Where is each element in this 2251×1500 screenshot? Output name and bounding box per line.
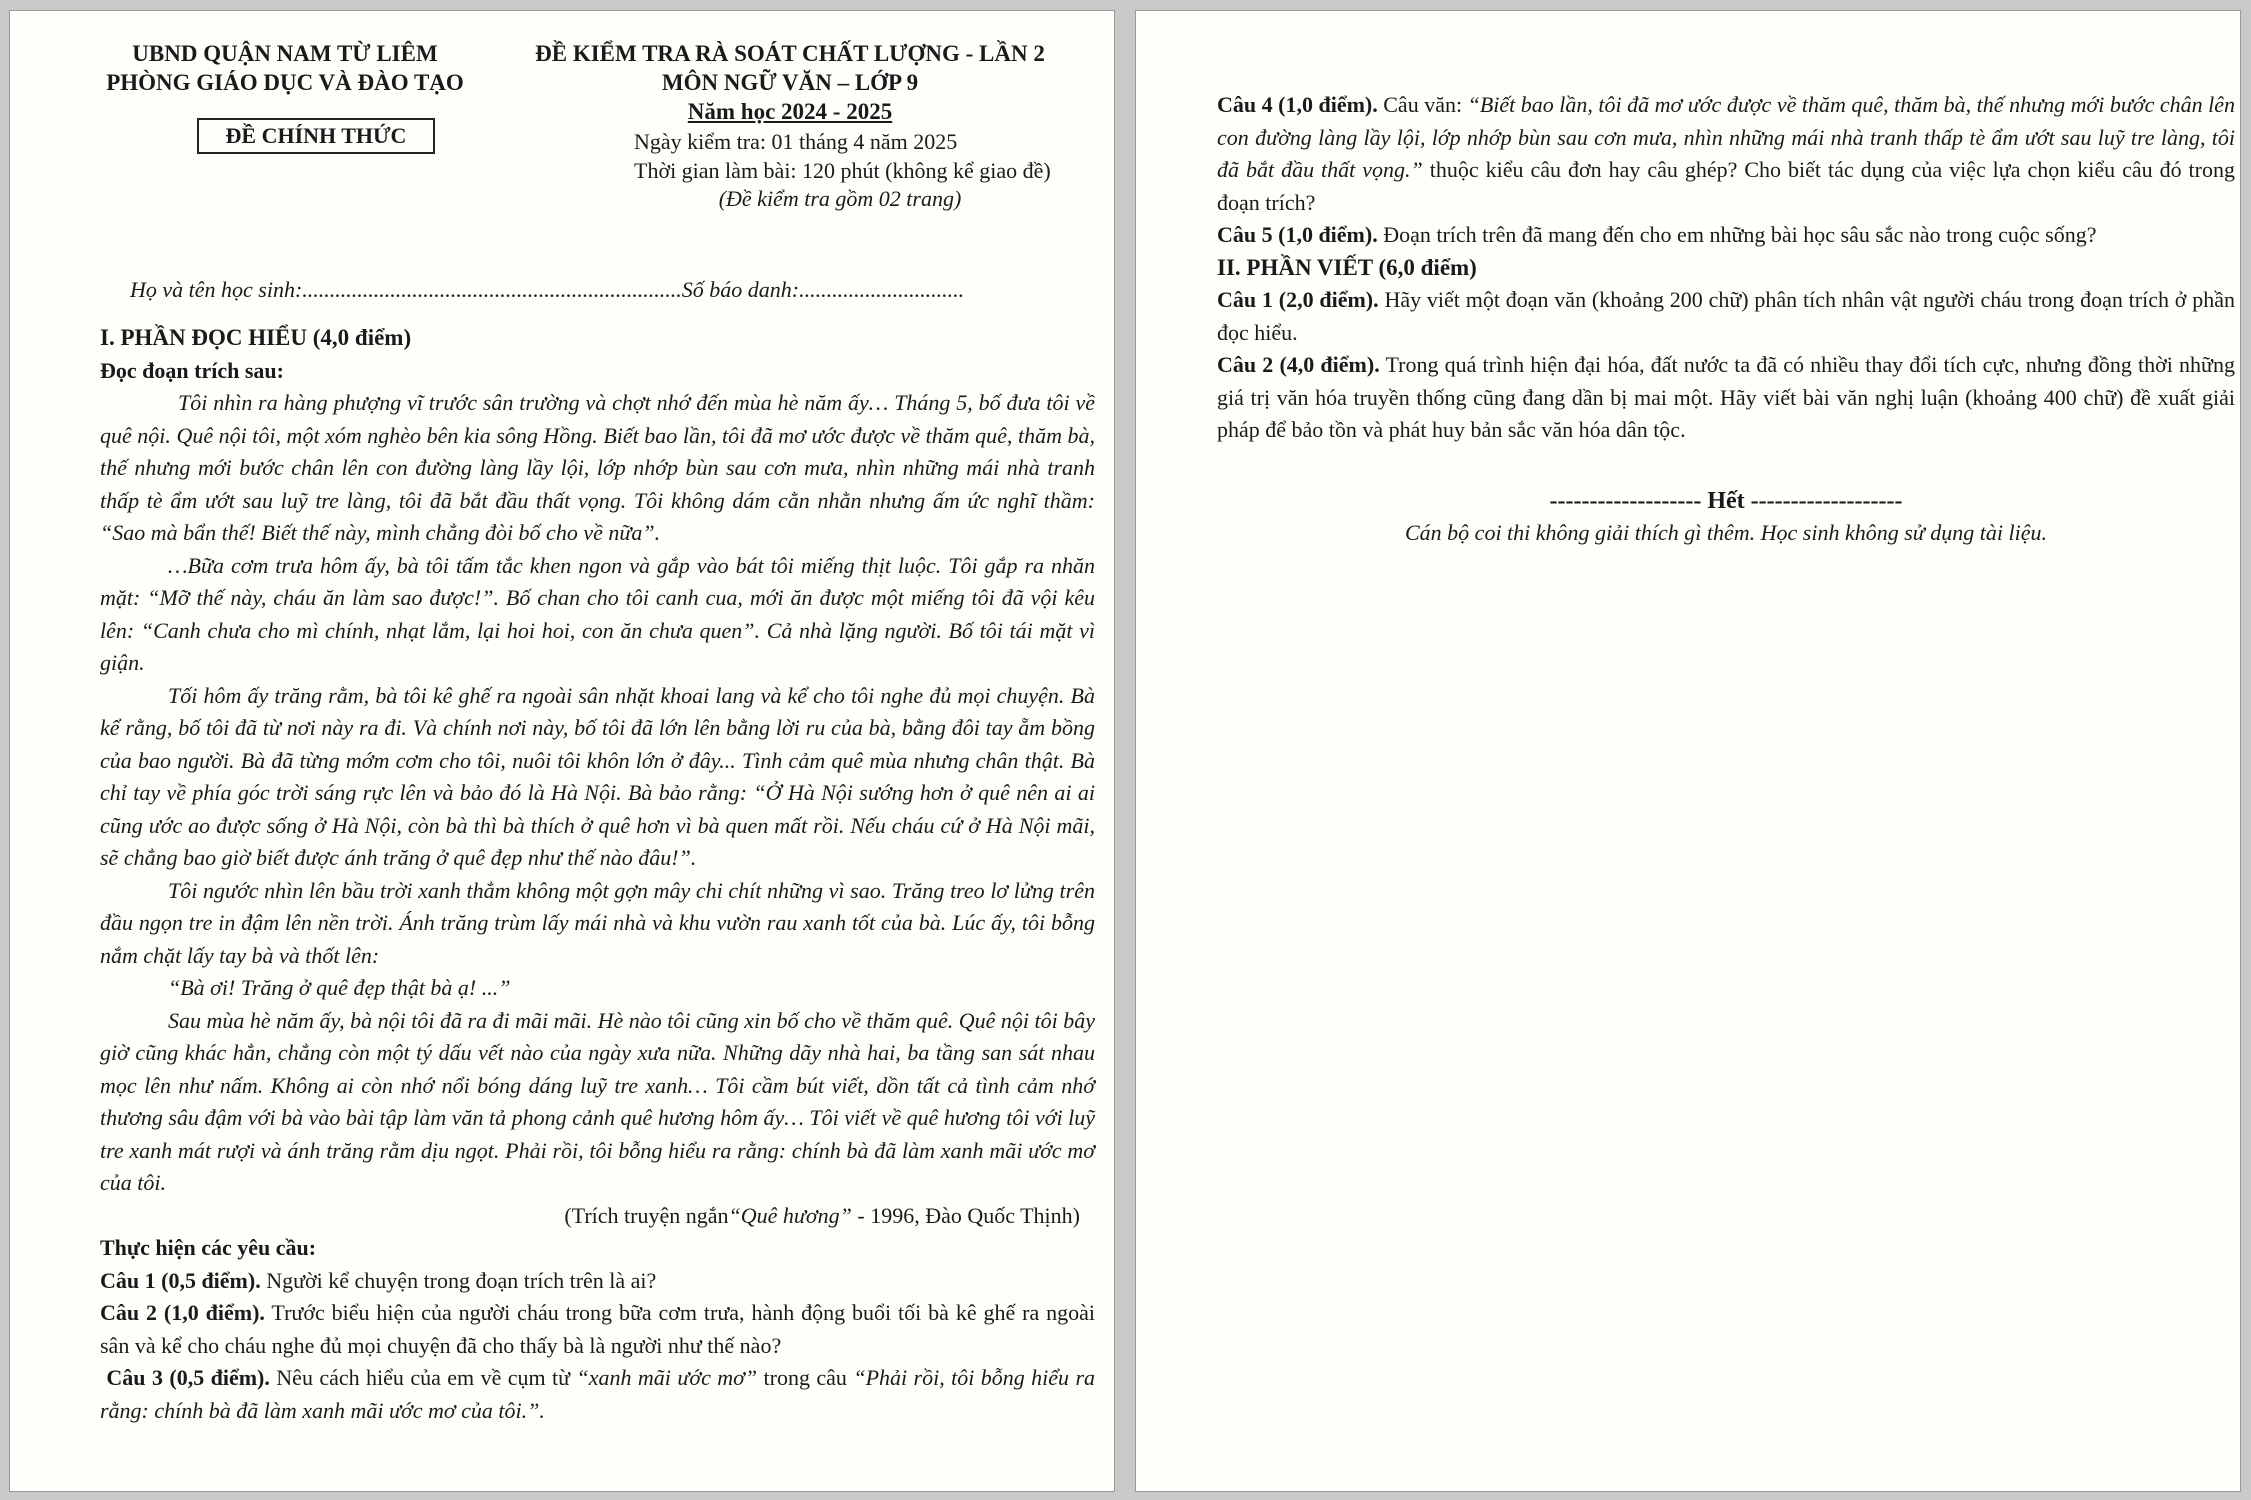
reading-question-3	[100, 1362, 1095, 1427]
question-label: Câu 2 (4,0 điểm).	[1217, 352, 1380, 377]
story-paragraph: Sau mùa hè năm ấy, bà nội tôi đã ra đi mãi mãi. Hè nào tôi cũng xin bố cho về thăm quê. Quê nội tôi bây giờ cũng khác hẳn, chẳng còn một tý dấu vết nào của ngày xưa nữa. Những dãy nhà hai, ba tầng san sát nhau mọc lên như nấm. Không ai còn nhớ nổi bóng dáng luỹ tre xanh… Tôi cầm bút viết, dồn tất cả tình cảm nhớ thương sâu đậm với bà vào bài tập làm văn tả phong cảnh quê hương hôm ấy… Tôi viết về quê hương tôi với luỹ tre xanh mát rượi và ánh trăng rằm dịu ngọt. Phải rồi, tôi bỗng hiểu ra rằng: chính bà đã làm xanh mãi ước mơ của tôi.	[100, 1007, 1095, 1195]
story-source	[100, 1200, 1095, 1233]
page-count-note: (Đề kiểm tra gồm 02 trang)	[718, 186, 962, 211]
org-line-1: UBND QUẬN NAM TỪ LIÊM	[132, 41, 438, 66]
question-text: Trước biểu hiện của người cháu trong bữa cơm trưa, hành động buổi tối bà kê ghế ra ngoài sân và kể cho cháu nghe đủ mọi chuyện đã cho thấy bà là người như thế nào?	[100, 1300, 1096, 1358]
story-excerpt	[100, 387, 1095, 1200]
question-text: Đoạn trích trên đã mang đến cho em những bài học sâu sắc nào trong cuộc sống?	[1377, 222, 2097, 247]
source-title: “Quê hương”	[728, 1202, 852, 1228]
reading-section	[100, 322, 1095, 1427]
question-label: Câu 2 (1,0 điểm).	[100, 1300, 265, 1325]
end-marker: ------------------- Hết -------------------	[1549, 487, 1903, 514]
story-paragraph: Tôi nhìn ra hàng phượng vĩ trước sân trường và chợt nhớ đến mùa hè năm ấy… Tháng 5, bố đưa tôi về quê nội. Quê nội tôi, một xóm nghèo bên kia sông Hồng. Biết bao lần, tôi đã mơ ước được về thăm quê, thăm bà, thế nhưng mới bước chân lên con đường làng lầy lội, lớp nhớp bùn sau cơn mưa, nhìn những mái nhà tranh thấp tè ẩm ướt sau luỹ tre làng, tôi đã bắt đầu thất vọng. Tôi không dám cằn nhằn nhưng ấm ức nghĩ thầm: “Sao mà bẩn thế! Biết thế này, mình chẳng đòi bố cho về nữa”.	[100, 390, 1095, 545]
question-label: Câu 3 (0,5 điểm).	[106, 1365, 270, 1390]
question-text: thuộc kiểu câu đơn hay câu ghép? Cho biết tác dụng của việc lựa chọn kiểu câu đó trong đoạn trích?	[1217, 157, 2235, 215]
question-text: Hãy viết một đoạn văn (khoảng 200 chữ) phân tích nhân vật người cháu trong đoạn trích ở phần đọc hiểu.	[1217, 287, 2235, 345]
question-text: Trong quá trình hiện đại hóa, đất nước ta đã có nhiều thay đổi tích cực, nhưng đồng thời những giá trị văn hóa truyền thống cũng đang dần bị mai một. Hãy viết bài văn nghị luận (khoảng 400 chữ) đề xuất giải pháp để bảo tồn và phát huy bản sắc văn hóa dân tộc.	[1217, 352, 2235, 442]
source-prefix: (Trích truyện ngắn	[564, 1202, 729, 1228]
question-text: trong câu	[757, 1365, 854, 1390]
quoted-sentence: “Biết bao lần, tôi đã mơ ước được về thăm quê, thăm bà, thế nhưng mới bước chân lên con đường làng lầy lội, lớp nhớp bùn sau cơn mưa, nhìn những mái nhà tranh thấp tè ẩm ướt sau luỹ tre làng, tôi đã bắt đầu thất vọng.”	[1217, 92, 2235, 182]
exam-title-block	[510, 39, 1070, 97]
writing-section-title: II. PHẦN VIẾT (6,0 điểm)	[1217, 254, 1477, 280]
page-2-content	[1217, 89, 2235, 550]
reading-question-1	[100, 1265, 1095, 1298]
story-paragraph: …Bữa cơm trưa hôm ấy, bà tôi tấm tắc khen ngon và gắp vào bát tôi miếng thịt luộc. Tôi gắp ra nhăn mặt: “Mỡ thế này, cháu ăn làm sao được!”. Bố chan cho tôi canh cua, mới ăn được một miếng tôi đã vội kêu lên: “Canh chưa cho mì chính, nhạt lắm, lại hoi hoi, con ăn chưa quen”. Cả nhà lặng người. Bố tôi tái mặt vì giận.	[100, 552, 1095, 675]
proctor-note: Cán bộ coi thi không giải thích gì thêm. Học sinh không sử dụng tài liệu.	[1405, 520, 2047, 545]
quoted-phrase: “xanh mãi ước mơ”	[576, 1365, 758, 1390]
reading-question-4	[1217, 89, 2235, 219]
source-suffix: - 1996, Đào Quốc Thịnh)	[851, 1202, 1080, 1228]
question-label: Câu 4 (1,0 điểm).	[1217, 92, 1378, 117]
exam-page-2	[1135, 10, 2241, 1492]
official-stamp-box: ĐỀ CHÍNH THỨC	[197, 118, 435, 154]
tasks-title: Thực hiện các yêu cầu:	[100, 1235, 317, 1260]
question-text: Người kể chuyện trong đoạn trích trên là ai?	[260, 1267, 657, 1293]
question-label: Câu 1 (0,5 điểm).	[100, 1267, 261, 1293]
subject-title: MÔN NGỮ VĂN – LỚP 9	[661, 70, 919, 95]
exam-page-1	[9, 10, 1115, 1492]
exam-duration: Thời gian làm bài: 120 phút (không kể giao đề)	[634, 158, 1051, 183]
story-paragraph: “Bà ơi! Trăng ở quê đẹp thật bà ạ! ...”	[168, 975, 511, 1000]
reading-instruction: Đọc đoạn trích sau:	[100, 357, 284, 383]
story-paragraph: Tối hôm ấy trăng rằm, bà tôi kê ghế ra ngoài sân nhặt khoai lang và kể cho tôi nghe đủ mọi chuyện. Bà kể rằng, bố tôi đã từ nơi này ra đi. Và chính nơi này, bố tôi đã lớn lên bằng lời ru của bà, bằng đôi tay ẵm bồng của bao người. Bà đã từng mớm cơm cho tôi, nuôi tôi khôn lớn ở đây... Tình cảm quê mùa nhưng chân thật. Bà chỉ tay về phía góc trời sáng rực lên và bảo đó là Hà Nội. Bà bảo rằng: “Ở Hà Nội sướng hơn ở quê nên ai ai cũng ước ao được sống ở Hà Nội, còn bà thì bà thích ở quê hơn vì bà quen mất rồi. Nếu cháu cứ ở Hà Nội mãi, sẽ chẳng bao giờ biết được ánh trăng ở quê đẹp như thế nào đâu!”.	[100, 682, 1095, 870]
exam-date: Ngày kiểm tra: 01 tháng 4 năm 2025	[634, 129, 958, 154]
org-line-2: PHÒNG GIÁO DỤC VÀ ĐÀO TẠO	[106, 70, 464, 95]
exam-title: ĐỀ KIỂM TRA RÀ SOÁT CHẤT LƯỢNG - LẦN 2	[535, 41, 1045, 66]
question-label: Câu 5 (1,0 điểm).	[1217, 222, 1378, 247]
issuing-office	[90, 39, 480, 97]
reading-question-2	[100, 1297, 1095, 1362]
school-year: Năm học 2024 - 2025	[687, 99, 893, 124]
quoted-sentence: “Phải rồi, tôi bỗng hiểu ra rằng: chính bà đã làm xanh mãi ước mơ của tôi.”.	[100, 1365, 1096, 1423]
reading-section-title: I. PHẦN ĐỌC HIỂU (4,0 điểm)	[100, 325, 412, 350]
question-text: Nêu cách hiểu của em về cụm từ	[269, 1365, 577, 1390]
reading-question-5	[1217, 219, 2235, 252]
student-info-line: Họ và tên học sinh:.....................................................................Số báo danh:..............................	[130, 277, 965, 302]
question-label: Câu 1 (2,0 điểm).	[1217, 287, 1379, 312]
writing-question-1	[1217, 284, 2235, 349]
story-paragraph: Tôi ngước nhìn lên bầu trời xanh thẳm không một gợn mây chi chít những vì sao. Trăng treo lơ lửng trên đầu ngọn tre in đậm lên nền trời. Ánh trăng trùm lấy mái nhà và khu vườn rau xanh tốt của bà. Lúc ấy, tôi bỗng nắm chặt lấy tay bà và thốt lên:	[100, 877, 1095, 968]
question-text: Câu văn:	[1377, 92, 1468, 117]
writing-question-2	[1217, 349, 2235, 447]
